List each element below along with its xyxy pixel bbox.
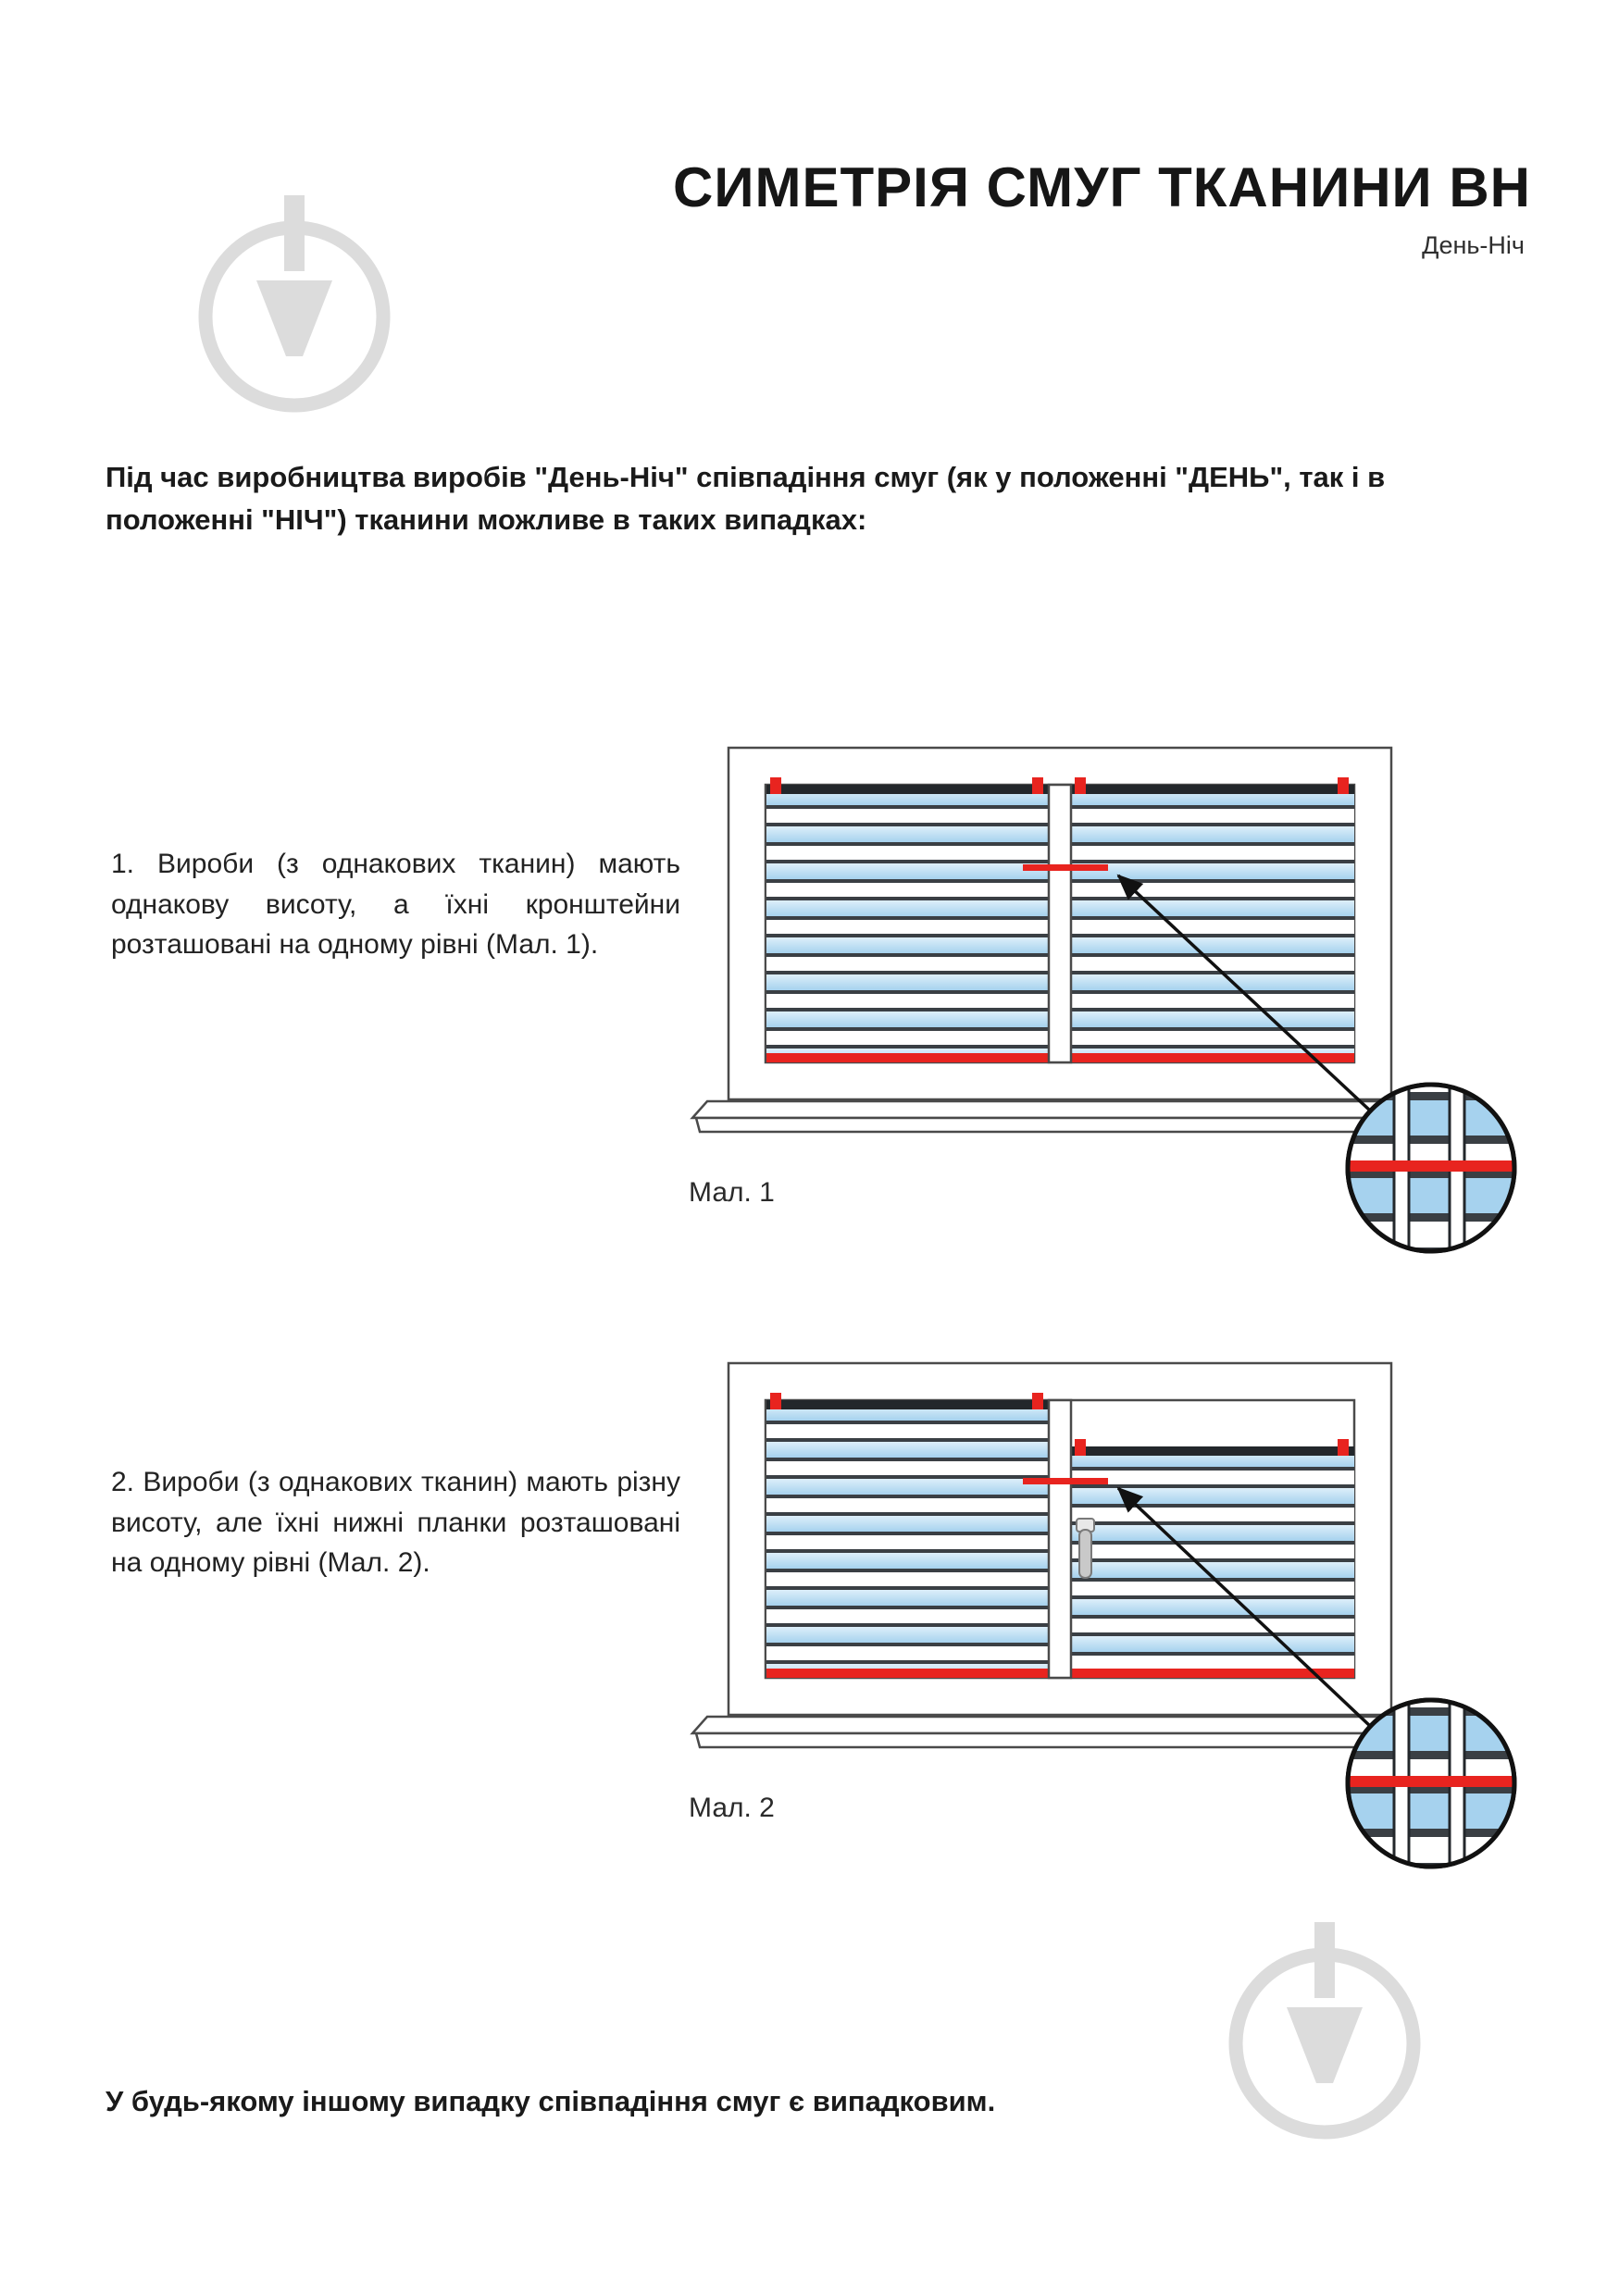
left-blind [766,777,1049,1062]
bracket-icon [1075,1439,1086,1456]
figure-1 [611,740,1527,1309]
intro-paragraph: Під час виробництва виробів "День-Ніч" співпадіння смуг (як у положенні "ДЕНЬ", так і в положенні "НІЧ") тканини можливе в таких випадках: [106,461,1386,536]
figure-2-caption: Мал. 2 [689,1793,775,1823]
left-blind [766,1393,1049,1678]
bracket-icon [1032,1393,1043,1409]
page-title: СИМЕТРІЯ СМУГ ТКАНИНИ ВН [673,156,1531,219]
alignment-highlight [1023,864,1108,871]
window-sill [692,1717,1429,1747]
window-sill [692,1101,1429,1132]
bracket-icon [770,777,781,794]
page-subtitle: День-Ніч [1422,231,1525,259]
figure-2 [611,1356,1527,1925]
footer-note: У будь-якому іншому випадку співпадіння смуг є випадковим. [106,2085,996,2117]
case-1-text: 1. Вироби (з однакових тканин) мають однакову висоту, а їхні кронштейни розташовані на одному рівні (Мал. 1). [111,849,680,960]
bracket-icon [1032,777,1043,794]
bracket-icon [1338,1439,1349,1456]
window-diagram-1 [611,740,1527,1296]
window-mullion [1049,785,1071,1062]
right-blind [1071,777,1354,1062]
zoom-callout [1342,1083,1520,1259]
window-handle [1077,1519,1094,1578]
bracket-icon [770,1393,781,1409]
case-2-text: 2. Вироби (з однакових тканин) мають різну висоту, але їхні нижні планки розташовані на одному рівні (Мал. 2). [111,1467,680,1578]
right-blind [1071,1439,1354,1678]
brand-watermark-icon [1218,1909,1431,2150]
window-diagram-2 [611,1356,1527,1911]
zoom-callout [1342,1698,1520,1874]
bracket-icon [1338,777,1349,794]
alignment-highlight [1023,1478,1108,1484]
brand-watermark-icon [188,182,401,423]
figure-1-caption: Мал. 1 [689,1177,775,1208]
window-mullion [1049,1400,1071,1678]
bracket-icon [1075,777,1086,794]
